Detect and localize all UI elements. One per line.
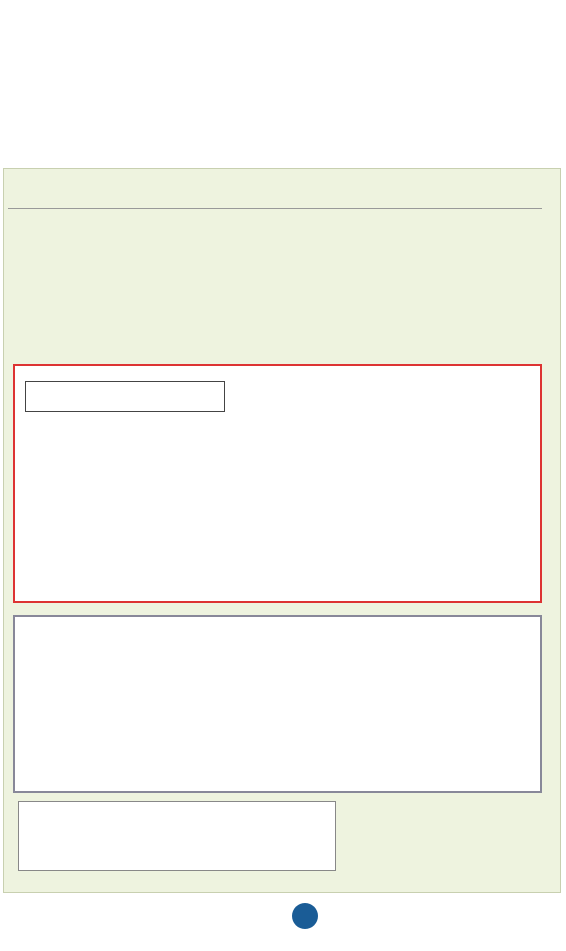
pregnancy-chance-chart bbox=[362, 628, 536, 746]
amh-age-chart bbox=[238, 372, 538, 600]
normal-egg-ratio-chart bbox=[196, 628, 356, 746]
amh-conc-box bbox=[25, 381, 225, 412]
sml-logo-icon bbox=[292, 903, 318, 929]
comment-box bbox=[18, 801, 336, 871]
remaining-eggs-chart bbox=[22, 628, 182, 746]
